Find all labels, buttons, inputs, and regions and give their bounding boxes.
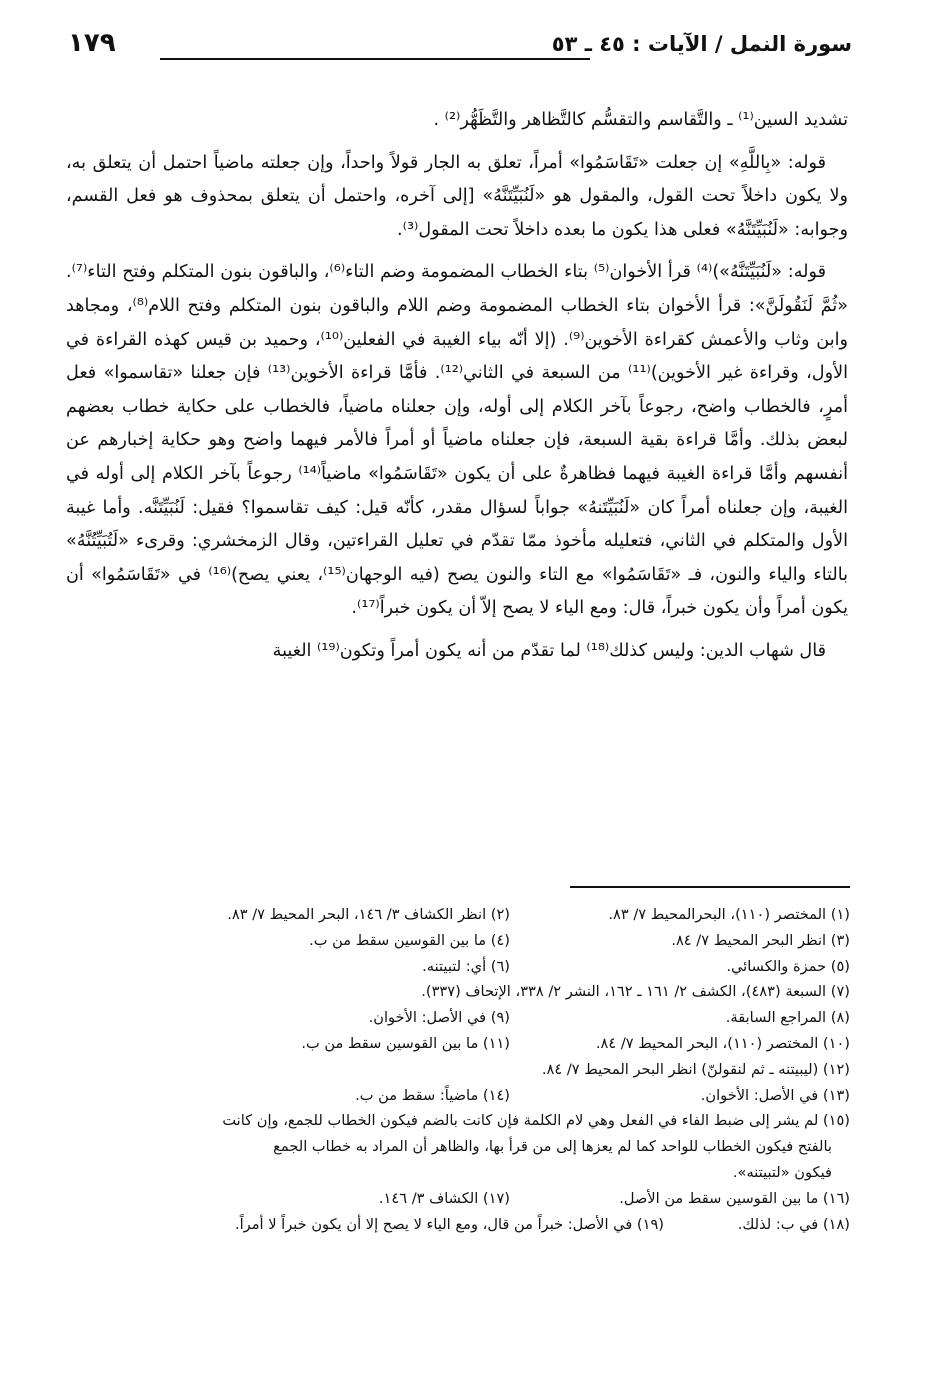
footnote-15-line <box>66 1160 850 1186</box>
footnote-15-end: فيكون «لتبيتنه». <box>732 1163 832 1181</box>
footnote-5: (٥) حمزة والكسائي. <box>726 957 850 975</box>
footnote-14: (١٤) ماضياً: سقط من ب. <box>355 1086 510 1104</box>
footnote-3: (٣) انظر البحر المحيط ٧/ ٨٤. <box>671 931 850 949</box>
footnote-1: (١) المختصر (١١٠)، البحرالمحيط ٧/ ٨٣. <box>608 906 850 923</box>
footnote-row <box>66 1005 850 1031</box>
footnote-9: (٩) في الأصل: الأخوان. <box>368 1009 510 1027</box>
footnote-row <box>66 1031 850 1057</box>
footnote-13: (١٣) في الأصل: الأخوان. <box>700 1086 850 1104</box>
footnote-6: (٦) أي: لتبيتنه. <box>422 957 510 975</box>
footnote-19: (١٩) في الأصل: خبراً من قال، ومع الياء لا يصح إلا أن يكون خبراً لا أمراً. <box>234 1215 664 1233</box>
running-header <box>68 28 852 68</box>
paragraph-3: قوله: «لَنُبَيِّتَنَّهُ»)⁽⁴⁾ قرأ الأخوان⁽⁵⁾ بتاء الخطاب المضمومة وضم التاء⁽⁶⁾، والباقون بنون المتكلم وفتح التاء⁽⁷⁾. «ثُمَّ لَنَقُولَنَّ»: قرأ الأخوان بتاء الخطاب المضمومة وضم اللام والباقون بنون المتكلم وفتح اللام⁽⁸⁾، ومجاهد وابن وثاب والأعمش كقراءة الأخوين⁽⁹⁾. (إلا أنّه بياء الغيبة في الفعلين⁽¹⁰⁾، وحميد بن قيس كهذه القراءة في الأول، وقراءة غير الأخوين)⁽¹¹⁾ من السبعة في الثاني⁽¹²⁾. فأمَّا قراءة الأخوين⁽¹³⁾ فإن جعلنا «تقاسموا» فعل أمرٍ، فالخطاب واضح، رجوعاً بآخر الكلام إلى أوله، وإن جعلناه ماضياً، فالخطاب على حكاية خطاب بعضهم لبعض بذلك. وأمَّا قراءة بقية السبعة، فإن جعلناه ماضياً أو أمراً فالأمر فيهما واضح وهو حكاية إخبارهم عن أنفسهم وأمَّا قراءة الغيبة فيهما فظاهرةٌ على أن يكون «تَقَاسَمُوا» ماضياً⁽¹⁴⁾ رجوعاً بآخر الكلام إلى أوله في الغيبة، وإن جعلناه أمراً كان «لَنُبَيِّتَنهُ» جواباً لسؤال مقدر، كأنّه قيل: كيف تقاسموا؟ فقيل: لَنُبَيِّتَنَّه. وأما غيبة الأول والمتكلم في الثاني، فتعليله مأخوذ ممّا تقدّم في تعليل القراءتين، وقال الزمخشري: وقرىء «لَتُبَيِّتُنَّهُ» بالتاء والياء والنون، فـ «تَقَاسَمُوا» مع التاء والنون يصح (فيه الوجهان⁽¹⁵⁾، يعني يصح)⁽¹⁶⁾ في «تَقَاسَمُوا» أن يكون أمراً وأن يكون خبراً، قال: ومع الياء لا يصح إلاّ أن يكون خبراً⁽¹⁷⁾. <box>66 262 848 619</box>
footnote-row <box>66 979 850 1005</box>
footnote-row <box>66 954 850 980</box>
main-text <box>66 104 848 678</box>
footnote-row <box>66 902 850 928</box>
footnote-17: (١٧) الكشاف ٣/ ١٤٦. <box>378 1189 510 1207</box>
paragraph-2: قوله: «بِاللَّهِ» إن جعلت «تَقَاسَمُوا» أمراً، تعلق به الجار قولاً واحداً، وإن جعلته ماضياً احتمل أن يتعلق به، ولا يكون داخلاً تحت القول، والمقول هو «لَنُبَيِّتَنَّهُ» [إلى آخره، واحتمل أن يتعلق بمحذوف هو فعل القسم، وجوابه: «لَنُبَيِّتَنَّهُ» فعلى هذا يكون ما بعده داخلاً تحت المقول⁽³⁾. <box>66 152 848 240</box>
footnote-row <box>66 1057 850 1083</box>
header-title: سورة النمل / الآيات : ٤٥ ـ ٥٣ <box>551 32 852 56</box>
footnote-rule <box>570 886 850 888</box>
footnote-row <box>66 928 850 954</box>
footnote-12: (١٢) (ليبيتنه ـ ثم لنقولنّ) انظر البحر المحيط ٧/ ٨٤. <box>541 1060 850 1078</box>
footnotes <box>66 902 850 1237</box>
footnote-4: (٤) ما بين القوسين سقط من ب. <box>309 931 510 949</box>
paragraph-4: قال شهاب الدين: وليس كذلك⁽¹⁸⁾ لما تقدّم من أنه يكون أمراً وتكون⁽¹⁹⁾ الغيبة <box>272 640 826 661</box>
paragraph-1: تشديد السين⁽¹⁾ ـ والتَّقاسم والتقسُّم كالتَّظاهر والتَّظَهُّر⁽²⁾ . <box>433 110 848 130</box>
footnote-10: (١٠) المختصر (١١٠)، البحر المحيط ٧/ ٨٤. <box>595 1034 850 1052</box>
footnote-8: (٨) المراجع السابقة. <box>725 1009 850 1027</box>
footnote-16: (١٦) ما بين القوسين سقط من الأصل. <box>619 1189 850 1207</box>
footnote-11: (١١) ما بين القوسين سقط من ب. <box>301 1034 510 1052</box>
page-number: ١٧٩ <box>68 28 116 58</box>
footnote-7: (٧) السبعة (٤٨٣)، الكشف ٢/ ١٦١ ـ ١٦٢، النشر ٢/ ٣٣٨، الإتحاف (٣٣٧). <box>421 983 850 1001</box>
footnote-row <box>66 1212 850 1238</box>
footnote-row <box>66 1083 850 1109</box>
footnote-row <box>66 1186 850 1212</box>
footnote-15: (١٥) لم يشر إلى ضبط الفاء في الفعل وهي لام الكلمة فإن كانت بالضم فيكون الخطاب للجمع، وإن كانت <box>222 1112 850 1130</box>
footnote-15-cont: بالفتح فيكون الخطاب للواحد كما لم يعزها إلى من قرأ بها، والظاهر أن المراد به خطاب الجمع <box>273 1138 832 1156</box>
footnote-2: (٢) انظر الكشاف ٣/ ١٤٦، البحر المحيط ٧/ ٨٣. <box>227 906 510 923</box>
footnote-18: (١٨) في ب: لذلك. <box>737 1215 850 1233</box>
header-rule <box>160 58 590 60</box>
footnote-15-line <box>66 1134 850 1160</box>
footnote-15-line <box>66 1108 850 1134</box>
